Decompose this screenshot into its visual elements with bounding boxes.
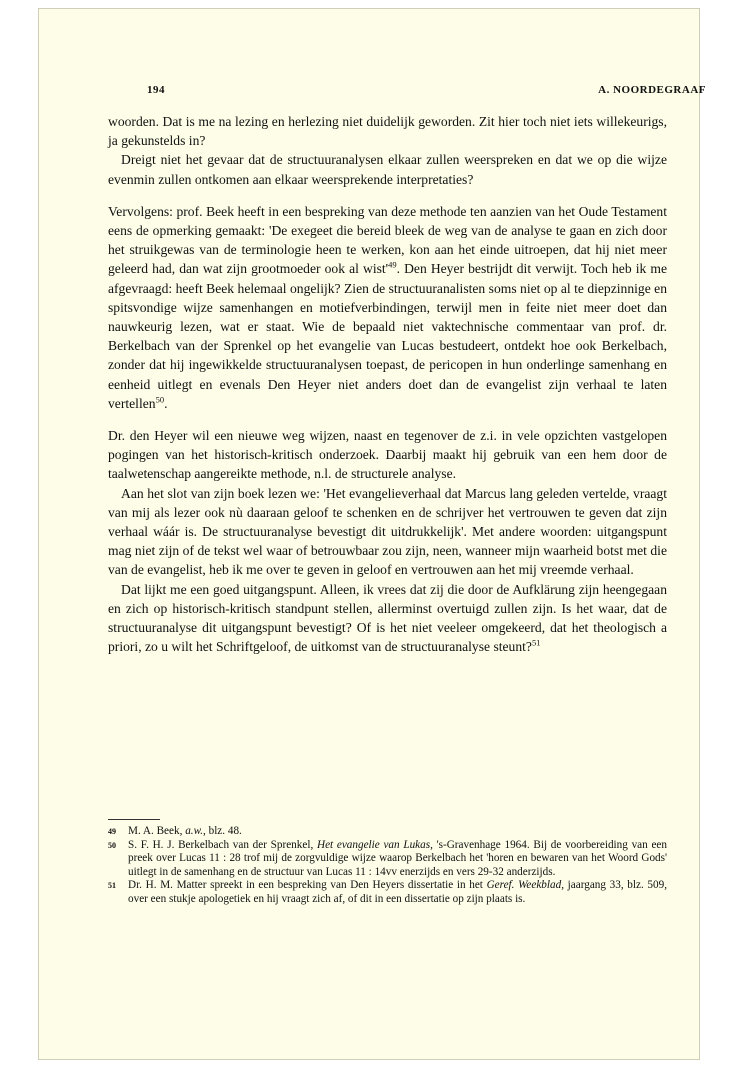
footnote: 49 M. A. Beek, a.w., blz. 48. xyxy=(108,825,242,837)
footnote: 50 S. F. H. J. Berkelbach van der Sprenkel, Het evangelie van Lukas, 's-Gravenhage 1964. Bij de voorbereiding van een preek over Lucas 11 : 28 trof mij de zorgvuldige wijze waarop Berkelbach het 'horen en bewaren van het Woord Gods' uitlegt in de samenhang en de structuur van Lucas 11 : 14vv enerzijds en vers 29-32 anderzijds. xyxy=(108,838,667,878)
paragraph: Vervolgens: prof. Beek heeft in een bespreking van deze methode ten aanzien van het Oude Testament eens de opmerking gemaakt: 'De exegeet die bereid bleek de weg van de analyse te gaan en zich door het struikgewas van de terminologie heen te werken, kon aan het einde uitroepen, dat hij niet meer geleerd had, dan wat zijn grootmoeder ook al $wist'^{49}$. Den Heyer bestrijdt dit verwijt. Toch heb ik me afgevraagd: heeft Beek helemaal ongelijk? Zien de structuuranalisten soms niet op al te diepzinnige en spitsvondige wijze samenhangen en motiefverbindingen, terwijl men in feite niet meer doet dan nauwkeurig lezen, wat er staat. Wie de bepaald niet vaktechnische commentaar van prof. dr. Berkelbach van der Sprenkel op het evangelie van Lucas bestudeert, ontdekt hoe ook Berkelbach, zonder dat hij ingewikkelde structuuranalysen toepast, de pericopen in hun onderlinge samenhang en eenheid uitlegt en evenals Den Heyer niet anders doet dan de evangelist zijn verhaal te laten vertellen$^{50}$. xyxy=(108,203,667,411)
paragraph: Aan het slot van zijn boek lezen we: 'Het evangelieverhaal dat Marcus lang geleden vertelde, vraagt van mij als lezer ook nù daaraan geloof te schenken en de schrijver het vertrouwen te geven dat zijn verhaal wáár is. De structuuranalyse bevestigt dit uitdrukkelijk'. Met andere woorden: uitgangspunt mag niet zijn of de tekst wel waar of betrouwbaar zou zijn, neen, wanneer mijn waarheid botst met die van de evangelist, heb ik me over te geven in geloof en vertrouwen aan het mij vreemde verhaal. xyxy=(108,485,667,578)
footnote-number: 50 xyxy=(108,840,116,850)
footnotes xyxy=(108,825,667,907)
running-author: A. NOORDEGRAAF xyxy=(598,84,706,96)
footnote-ref: 50 xyxy=(155,394,165,405)
footnote: 51 Dr. H. M. Matter spreekt in een bespreking van Den Heyers dissertatie in het Geref. Weekblad, jaargang 33, blz. 509, over een stukje apologetiek en hij vraagt zich af, of dit in een dissertatie op zijn plaats is. xyxy=(108,879,668,905)
footnote-number: 49 xyxy=(108,827,116,836)
footnote-ref: 49 xyxy=(388,259,397,270)
footnote-rule xyxy=(108,819,160,820)
body-text xyxy=(108,112,667,656)
paragraph: Dr. den Heyer wil een nieuwe weg wijzen, naast en tegenover de z.i. in vele opzichten vastgelopen pogingen van het historisch-kritisch onderzoek. Daarbij maakt hij gebruik van een hem door de taalwetenschap aangereikte methode, n.l. de structurele analyse. xyxy=(108,428,667,482)
page-number: 194 xyxy=(147,84,165,96)
paragraph: woorden. Dat is me na lezing en herlezing niet duidelijk geworden. Zit hier toch niet iets willekeurigs, ja gekunstelds in? xyxy=(108,114,667,149)
footnote-ref: 51 xyxy=(531,637,541,648)
footnote-number: 51 xyxy=(108,881,116,891)
paragraph: Dat lijkt me een goed uitgangspunt. Alleen, ik vrees dat zij die door de Aufklärung zijn heengegaan en zich op historisch-kritisch standpunt stellen, allerminst overtuigd zullen zijn. Is het waar, dat de structuuranalyse dit uitgangspunt bevestigt? Of is het niet veeleer omgekeerd, dat het theologisch a priori, zo u wilt het Schriftgeloof, de uitkomst van de structuuranalyse steunt?$^{51}$ xyxy=(108,581,667,655)
paragraph: Dreigt niet het gevaar dat de structuuranalysen elkaar zullen weerspreken en dat we op die wijze evenmin zullen ontkomen aan elkaar weersprekende interpretaties? xyxy=(108,152,667,187)
